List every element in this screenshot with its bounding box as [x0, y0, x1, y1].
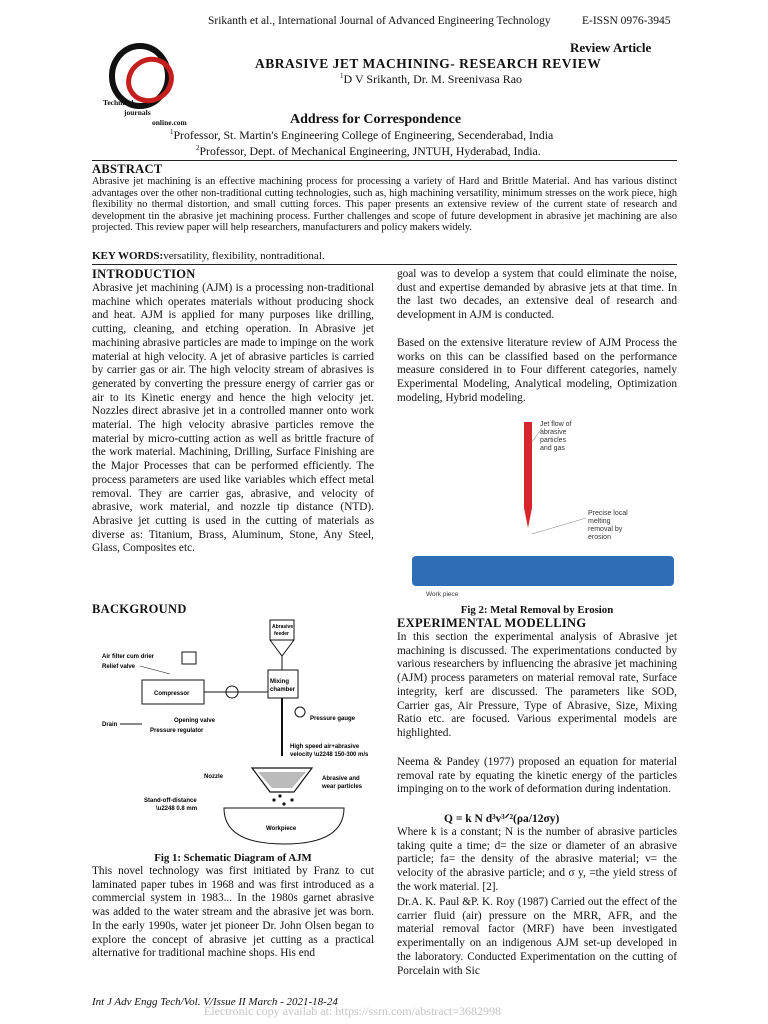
svg-text:Precise local: Precise local [588, 510, 628, 517]
experimental-para-2: Neema & Pandey (1977) proposed an equation for material removal rate by equating the kinetic energy of the particles impinging on to the work of deformation during indentation. [397, 756, 677, 796]
svg-text:velocity \u2248 150-300 m/s: velocity \u2248 150-300 m/s [290, 752, 369, 758]
svg-text:Nozzle: Nozzle [204, 774, 224, 780]
keywords-label: KEY WORDS: [92, 250, 164, 262]
keywords [92, 250, 325, 262]
svg-text:Drain: Drain [102, 722, 118, 728]
issn: E-ISSN 0976-3945 [582, 15, 671, 27]
svg-text:Work piece: Work piece [426, 591, 459, 598]
paper-title: ABRASIVE JET MACHINING- RESEARCH REVIEW [255, 56, 602, 71]
right-para-1: goal was to develop a system that could eliminate the noise, dust and expertise demanded by abrasive jets at that time. In the last two decades, an extensive deal of research and development in AJM is conducted. [397, 268, 677, 322]
svg-text:particles: particles [540, 437, 567, 444]
experimental-para-1: In this section the experimental analysis of Abrasive jet machining is discussed. The experimentations conducted by various researchers by influencing the abrasive jet machining (AJM) process parameters on material removal rate, Surface integrity, kerf are discussed. The parameters like SOD, Carrier gas, Air Pressure, Type of Abrasive, Size, Mixing Ratio etc. are focused. Various experimental models are highlighted. [397, 631, 677, 739]
svg-text:wear particles: wear particles [322, 784, 363, 790]
svg-text:Air filter cum drier: Air filter cum drier [102, 654, 155, 660]
fig1-caption: Fig 1: Schematic Diagram of AJM [154, 852, 312, 864]
experimental-para-3: Where k is a constant; N is the number of abrasive particles taking quite a time; d= the size or diameter of an abrasive particle; fa= the density of the abrasive material; v= the velocity of the abrasive particle; and σ y, =the yield stress of the work material. [2]. [397, 826, 677, 893]
authors-text: D V Srikanth, Dr. M. Sreenivasa Rao [343, 72, 523, 86]
footer-citation: Int J Adv Engg Tech/Vol. V/Issue II March - 2021-18-24 [92, 996, 338, 1008]
svg-text:Stand-off-distance: Stand-off-distance [144, 798, 197, 804]
svg-text:Workpiece: Workpiece [266, 826, 297, 832]
svg-text:chamber: chamber [270, 687, 296, 693]
svg-text:removal by: removal by [588, 526, 623, 533]
keywords-text: versatility, flexibility, nontraditional. [163, 250, 325, 262]
fig2-caption: Fig 2: Metal Removal by Erosion [460, 604, 614, 616]
svg-text:High speed air+abrasive: High speed air+abrasive [290, 744, 360, 750]
svg-text:Opening valve: Opening valve [174, 718, 216, 724]
svg-text:Jet flow of: Jet flow of [540, 421, 572, 428]
logo-text-2: journals [124, 108, 151, 117]
abstract-text: Abrasive jet machining is an effective machining process for processing a variety of Hard and Brittle Material. And has various distinct advantages over the other non-traditional cutting technologies, such as, high machining versatility, minimum stresses on the work piece, high flexibility no thermal distortion, and small cutting forces. This paper presents an extensive review of the current state of research and development tin the abrasive jet machining process. Further challenges and scope of future development in abrasive jet machining are also projected. This review paper will help researchers, manufacturers and policy makers widely. [92, 176, 677, 234]
history-text: This novel technology was first initiated by Franz to cut laminated paper tubes in 1968 and was first introduced as a commercial system in 1983... In the 1980s garnet abrasive was added to the water stream and the abrasive jet was born. In the early 1990s, water jet pioneer Dr. John Olsen began to explore the concept of abrasive jet cutting as a practical alternative for traditional machine shops. His end [92, 865, 374, 960]
svg-text:and gas: and gas [540, 445, 565, 452]
journal-header: Srikanth et al., International Journal of Advanced Engineering Technology [208, 15, 551, 27]
authors: $^1$D V Srikanth, Dr. M. Sreenivasa Rao [340, 72, 523, 86]
svg-text:Abrasive: Abrasive [272, 624, 294, 630]
experimental-para-4: Dr.A. K. Paul &P. K. Roy (1987) Carried out the effect of the carrier fluid (air) pressure on the MRR, AFR, and the material removal factor (MRF) have been investigated experimentally on an indigenous AJM set-up developed in the laboratory. Conducted Experimentation on the cutting of Porcelain with Sic [397, 896, 677, 977]
affiliation-1-text: Professor, St. Martin's Engineering College of Engineering, Secenderabad, India [173, 128, 554, 142]
intro-text: Abrasive jet machining (AJM) is a processing non-traditional machine which operates materials without producing shock and heat. AJM is applied for many purposes like drilling, cutting, cleaning, and etching operation. In Abrasive jet machining abrasive particles are made to impinge on the work material at high velocity. A jet of abrasive particles is carried by carrier gas or air. The high velocity stream of abrasives is generated by converting the pressure energy of carrier gas or air to its Kinetic energy and hence the high velocity jet. Nozzles direct abrasive jet in a controlled manner onto work material. The high velocity abrasive particles remove the material by micro-cutting action as well as brittle fracture of the work material. Machining, Drilling, Surface Finishing are the Major Processes that can be performed efficiently. The process parameters are used like variables which effect metal removal. They are carrier gas, abrasive, and velocity of abrasive, work material, and nozzle tip distance (NTD). Abrasive jet cutting is used in the cutting of materials as diverse as: Titanium, Brass, Aluminum, Stone, Any Steel, Glass, Composites etc. [92, 282, 374, 555]
svg-text:Compressor: Compressor [154, 691, 190, 697]
svg-text:Pressure regulator: Pressure regulator [150, 728, 204, 734]
svg-text:Abrasive and: Abrasive and [322, 776, 360, 782]
abstract-rule-top [92, 160, 677, 161]
svg-text:Pressure gauge: Pressure gauge [310, 716, 356, 722]
affiliation-2-text: Professor, Dept. of Mechanical Engineering, JNTUH, Hyderabad, India. [199, 144, 541, 158]
affiliation-1: $^1$Professor, St. Martin's Engineering College of Engineering, Secenderabad, India [170, 128, 554, 142]
article-type: Review Article [570, 40, 652, 55]
affiliation-2: $^2$Professor, Dept. of Mechanical Engineering, JNTUH, Hyderabad, India. [196, 144, 541, 158]
svg-text:abrasive: abrasive [540, 429, 567, 436]
experimental-heading: EXPERIMENTAL MODELLING [397, 616, 587, 630]
logo-text-3: online.com [152, 118, 187, 127]
svg-text:feeder: feeder [274, 631, 290, 637]
svg-text:\u2248 0.8 mm: \u2248 0.8 mm [156, 806, 198, 812]
svg-text:Relief valve: Relief valve [102, 664, 136, 670]
svg-text:Mixing: Mixing [270, 679, 289, 685]
right-para-2: Based on the extensive literature review of AJM Process the works on this can be classified based on the performance measure considered in to Four different categories, namely Experimental Modeling, Analytical modeling, Optimization modeling, Hybrid modeling. [397, 337, 677, 404]
abstract-heading: ABSTRACT [92, 162, 163, 176]
ssrn-watermark[interactable]: Electronic copy availab at: https://ssrn.com/abstract=3682998 [204, 1004, 502, 1018]
address-heading: Address for Correspondence [290, 112, 462, 127]
intro-heading: INTRODUCTION [92, 267, 196, 281]
svg-text:erosion: erosion [588, 534, 611, 541]
fig1-diagram [94, 618, 374, 848]
background-heading: BACKGROUND [92, 602, 187, 616]
mrr-equation: Q = k N d³v³ᐟ²(ρa/12σy) [444, 813, 560, 825]
svg-text:melting: melting [588, 518, 611, 525]
logo-text-1: Technical [103, 98, 134, 107]
fig2-diagram [408, 420, 678, 600]
abstract-rule-bottom [92, 264, 677, 265]
